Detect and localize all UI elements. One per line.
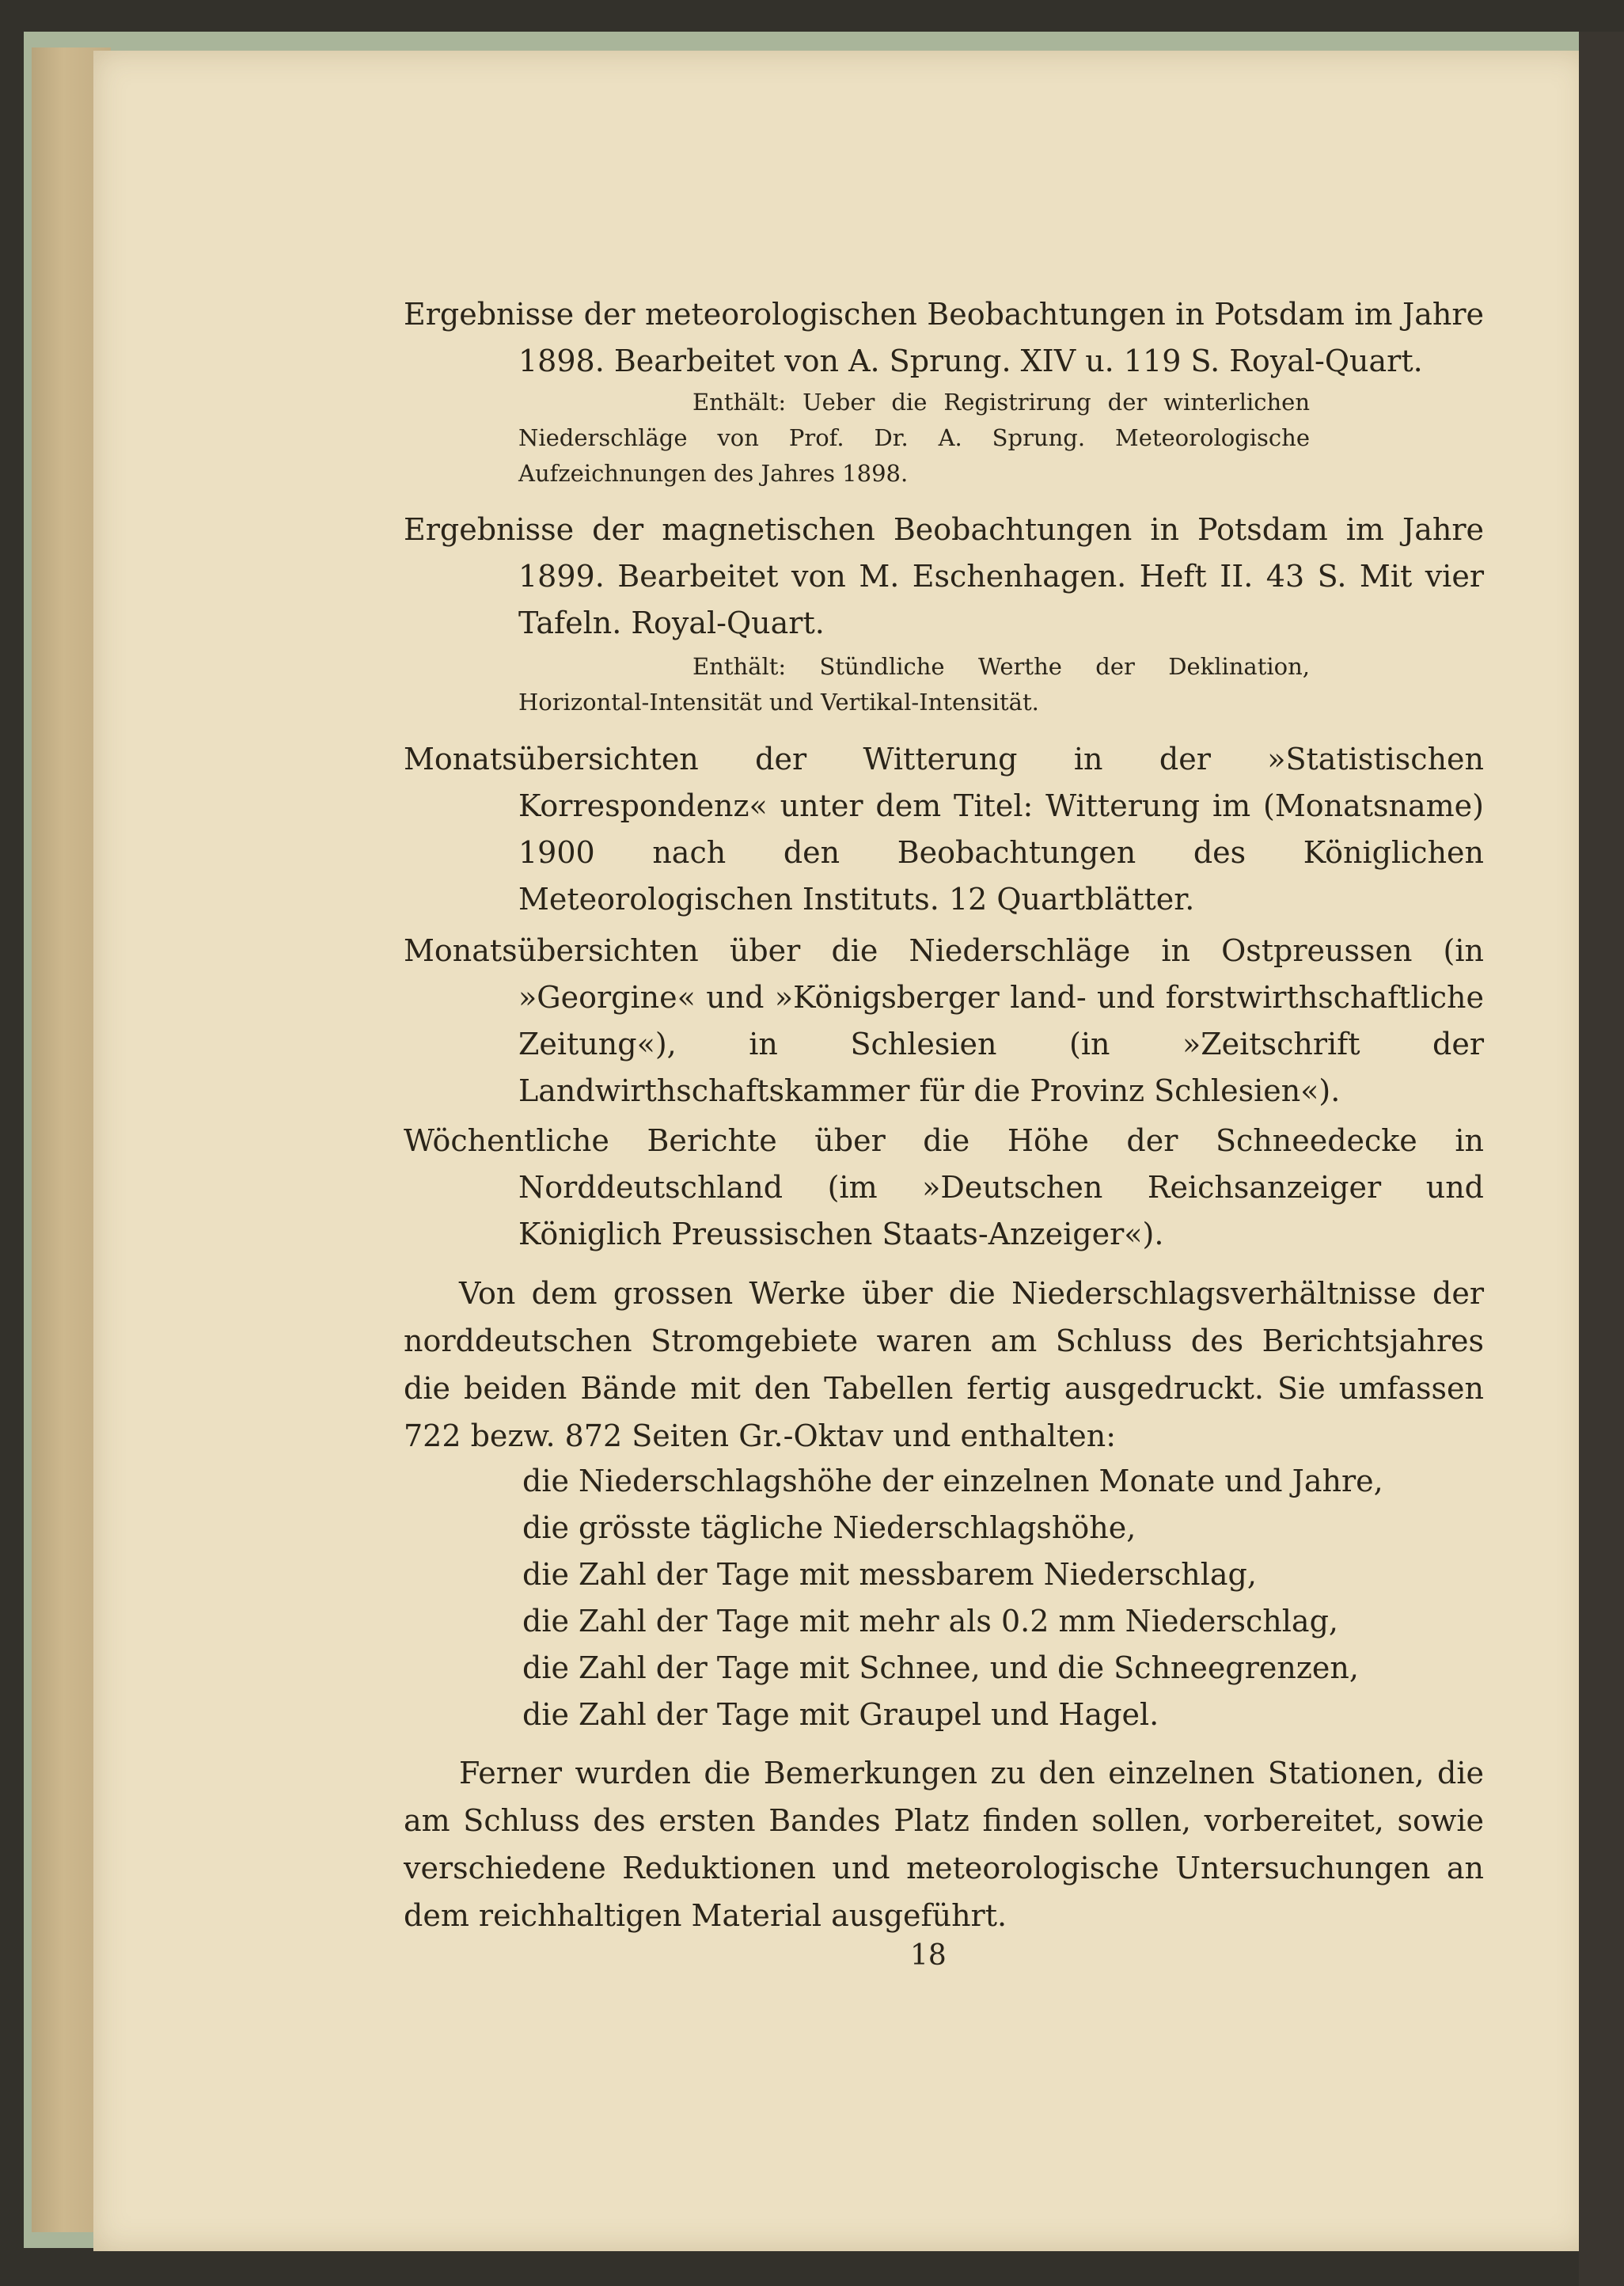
paragraph-1: Von dem grossen Werke über die Niederschlagsverhältnisse der norddeutschen Stromgebiete waren am Schluss des Berichtsjahres die beiden Bände mit den Tabellen fertig ausgedruckt. Sie umfassen 722 bezw. 872 Seiten Gr.-Oktav und enthalten:	[404, 1276, 1484, 1453]
entry-3: Monatsübersichten der Witterung in der »Statistischen Korrespondenz« unter dem Titel: Witterung im (Monatsname) 1900 nach den Beobachtungen des Königlichen Meteorologischen Instituts. 12 Quartblätter.	[404, 742, 1484, 917]
entry-1-note: Enthält: Ueber die Registrirung der winterlichen Niederschläge von Prof. Dr. A. Sprung. Meteorologische Aufzeichnungen des Jahres 1898.	[518, 389, 1310, 487]
page-number: 18	[910, 1939, 947, 1972]
list-item: die Zahl der Tage mit Graupel und Hagel.	[522, 1697, 1159, 1732]
entry-4: Monatsübersichten über die Niederschläge in Ostpreussen (in »Georgine« und »Königsberger land- und forstwirthschaftliche Zeitung«), in Schlesien (in »Zeitschrift der Landwirthschaftskammer für die Provinz Schlesien«).	[404, 933, 1484, 1108]
list-item: die grösste tägliche Niederschlagshöhe,	[522, 1510, 1136, 1545]
entry-2: Ergebnisse der magnetischen Beobachtungen in Potsdam im Jahre 1899. Bearbeitet von M. Eschenhagen. Heft II. 43 S. Mit vier Tafeln. Royal-Quart.	[404, 512, 1484, 640]
entry-1: Ergebnisse der meteorologischen Beobachtungen in Potsdam im Jahre 1898. Bearbeitet von A. Sprung. XIV u. 119 S. Royal-Quart.	[404, 297, 1484, 378]
list-item: die Zahl der Tage mit mehr als 0.2 mm Niederschlag,	[522, 1604, 1338, 1639]
list-item: die Zahl der Tage mit messbarem Niederschlag,	[522, 1557, 1257, 1592]
enumeration-list	[522, 1458, 1484, 1738]
entry-5: Wöchentliche Berichte über die Höhe der Schneedecke in Norddeutschland (im »Deutschen Reichsanzeiger und Königlich Preussischen Staats-Anzeiger«).	[404, 1123, 1484, 1251]
paragraph-2: Ferner wurden die Bemerkungen zu den einzelnen Stationen, die am Schluss des ersten Bandes Platz finden sollen, vorbereitet, sowie verschiedene Reduktionen und meteorologische Untersuchungen an dem reichhaltigen Material ausgeführt.	[404, 1756, 1484, 1933]
list-item: die Niederschlagshöhe der einzelnen Monate und Jahre,	[522, 1464, 1383, 1498]
list-item: die Zahl der Tage mit Schnee, und die Schneegrenzen,	[522, 1650, 1359, 1685]
entry-2-note: Enthält: Stündliche Werthe der Deklination, Horizontal-Intensität und Vertikal-Intensität.	[518, 653, 1310, 716]
